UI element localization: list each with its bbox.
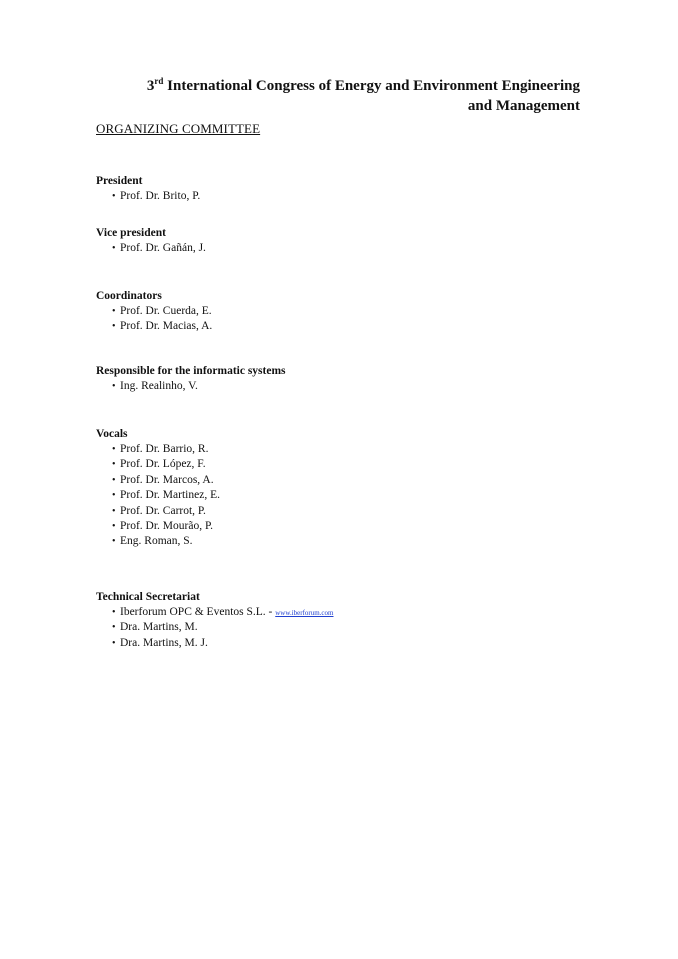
member-name: Prof. Dr. Gañán, J. [120, 242, 206, 254]
member-item [96, 504, 220, 519]
member-name: Iberforum OPC & Eventos S.L. - [120, 606, 276, 618]
organizing-committee-heading: ORGANIZING COMMITTEE [96, 121, 261, 136]
member-name: Prof. Dr. Marcos, A. [120, 473, 214, 486]
bullet-icon: • [112, 536, 116, 548]
bullet-icon: • [112, 474, 116, 486]
section-title-coordinators: Coordinators [96, 290, 162, 302]
bullet-icon: • [112, 622, 116, 634]
section-informatic-systems [96, 364, 286, 394]
member-name: Ing. Realinho, V. [120, 380, 198, 392]
member-name: Prof. Dr. Cuerda, E. [120, 305, 212, 317]
member-item [96, 636, 334, 651]
section-title-vice-president: Vice president [96, 227, 166, 239]
member-item [96, 189, 200, 204]
section-title-informatic-systems: Responsible for the informatic systems [96, 365, 286, 377]
section-president [96, 174, 200, 204]
member-name: Dra. Martins, M. J. [120, 636, 208, 649]
member-item [96, 519, 220, 534]
member-item [96, 304, 212, 319]
congress-title [96, 76, 580, 116]
member-item [96, 319, 212, 334]
section-title-president: President [96, 175, 143, 187]
bullet-icon: • [112, 321, 116, 333]
title-line-1-text: International Congress of Energy and Environment Engineering [163, 78, 580, 94]
section-technical-secretariat [96, 590, 334, 651]
section-vice-president [96, 226, 206, 256]
member-item [96, 473, 220, 488]
bullet-icon: • [112, 191, 116, 202]
member-item [96, 442, 220, 457]
bullet-icon: • [112, 505, 116, 517]
member-name: Prof. Dr. López, F. [120, 458, 206, 471]
title-superscript: rd [154, 76, 164, 86]
bullet-icon: • [112, 306, 116, 317]
bullet-icon: • [112, 444, 116, 455]
member-item [96, 379, 286, 394]
congress-title-line-1 [96, 76, 580, 96]
member-name: Prof. Dr. Brito, P. [120, 190, 201, 202]
member-name: Dra. Martins, M. [120, 621, 198, 634]
member-item [96, 605, 334, 620]
member-item [96, 534, 220, 549]
bullet-icon: • [112, 607, 116, 618]
member-name: Prof. Dr. Martinez, E. [120, 489, 220, 502]
member-item [96, 620, 334, 635]
title-number: 3 [146, 78, 155, 94]
iberforum-link[interactable]: www.iberforum.com [275, 609, 334, 617]
congress-title-line-2: and Management [467, 98, 580, 114]
member-item [96, 488, 220, 503]
member-name: Prof. Dr. Mourão, P. [120, 520, 213, 533]
section-title-vocals: Vocals [96, 428, 128, 440]
bullet-icon: • [112, 637, 116, 649]
bullet-icon: • [112, 459, 116, 471]
section-vocals [96, 427, 220, 550]
member-name: Prof. Dr. Barrio, R. [120, 443, 209, 455]
bullet-icon: • [112, 243, 116, 254]
member-item [96, 457, 220, 472]
section-title-technical-secretariat: Technical Secretariat [96, 591, 200, 603]
bullet-icon: • [112, 521, 116, 533]
member-name: Prof. Dr. Macias, A. [120, 320, 213, 333]
bullet-icon: • [112, 381, 116, 392]
member-name: Eng. Roman, S. [120, 535, 193, 548]
bullet-icon: • [112, 490, 116, 502]
section-coordinators [96, 289, 212, 335]
member-item [96, 241, 206, 256]
member-name: Prof. Dr. Carrot, P. [120, 504, 206, 517]
